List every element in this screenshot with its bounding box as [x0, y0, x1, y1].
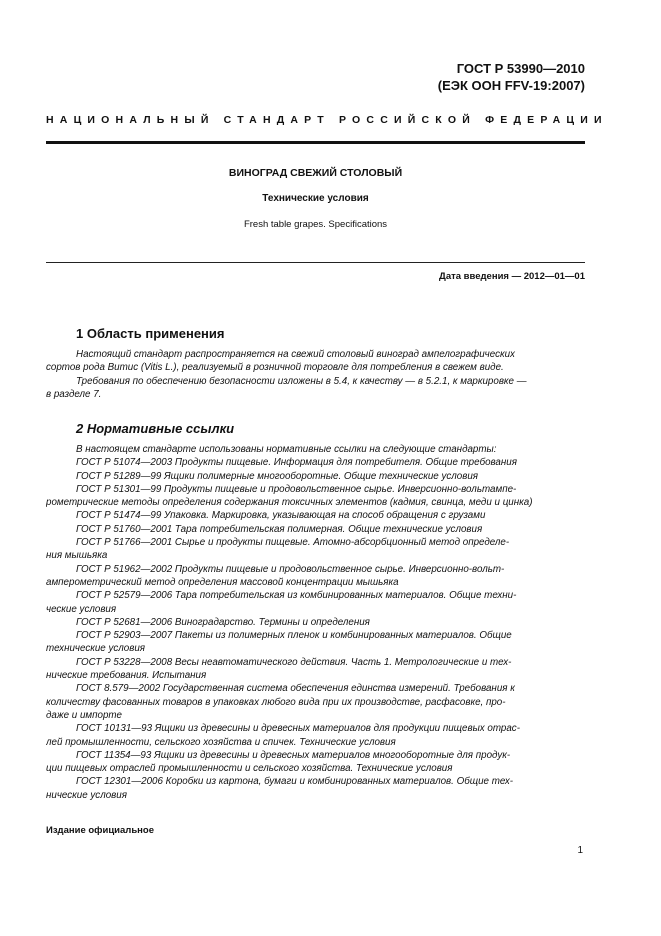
- reference-line: технические условия: [46, 643, 146, 655]
- reference-line: нические требования. Испытания: [46, 670, 207, 682]
- reference-line: ГОСТ 8.579—2002 Государственная система обеспечения единства измерений. Требования к: [76, 683, 515, 695]
- official-edition-label: Издание официальное: [46, 825, 154, 836]
- text-line: сортов рода Витис (Vitis L.), реализуемый в розничной торговле для потребления в свежем виде.: [46, 362, 504, 374]
- reference-line: ГОСТ Р 52681—2006 Виноградарство. Термины и определения: [76, 616, 370, 628]
- reference-line: рометрические методы определения содержания токсичных элементов (кадмия, свинца, меди и цинка): [46, 497, 533, 509]
- reference-line: ГОСТ 12301—2006 Коробки из картона, бумаги и комбинированных материалов. Общие тех-: [76, 776, 514, 788]
- reference-line: ГОСТ Р 51474—99 Упаковка. Маркировка, указывающая на способ обращения с грузами: [76, 510, 486, 522]
- header-divider: [46, 141, 585, 144]
- reference-line: лей промышленности, сельского хозяйства и спичек. Технические условия: [46, 736, 396, 748]
- reference-line: ции пищевых отраслей промышленности и сельского хозяйства. Технические условия: [46, 763, 453, 775]
- page-number: 1: [577, 845, 583, 856]
- document-subtitle: Технические условия: [262, 193, 369, 204]
- section-1-text: [46, 348, 585, 401]
- reference-line: ГОСТ Р 51301—99 Продукты пищевые и продовольственное сырье. Инверсионно-вольтампе-: [76, 483, 517, 495]
- document-title-english: Fresh table grapes. Specifications: [243, 219, 388, 230]
- reference-line: ГОСТ Р 51962—2002 Продукты пищевые и продовольственное сырье. Инверсионно-вольт-: [76, 563, 505, 575]
- text-line: Настоящий стандарт распространяется на свежий столовый виноград ампелографических: [76, 349, 515, 360]
- section-2-heading: 2 Нормативные ссылки: [76, 421, 235, 436]
- text-line: Требования по обеспечению безопасности изложены в 5.4, к качеству — в 5.2.1, к маркировке —: [76, 375, 527, 387]
- reference-line: ГОСТ Р 52903—2007 Пакеты из полимерных пленок и комбинированных материалов. Общие: [76, 630, 512, 642]
- title-divider: [46, 262, 585, 263]
- section-2-text: [46, 443, 585, 802]
- reference-line: ния мышьяка: [46, 550, 108, 562]
- reference-line: ГОСТ Р 51766—2001 Сырье и продукты пищевые. Атомно-абсорбционный метод определе-: [76, 537, 510, 549]
- reference-line: ГОСТ 10131—93 Ящики из древесины и древесных материалов для продукции пищевых отрас-: [76, 723, 520, 735]
- standard-code-equivalent: (ЕЭК ООН FFV-19:2007): [437, 78, 585, 93]
- text-line: в разделе 7.: [46, 388, 102, 400]
- national-standard-banner: НАЦИОНАЛЬНЫЙ СТАНДАРТ РОССИЙСКОЙ ФЕДЕРАЦИИ: [46, 114, 608, 126]
- reference-line: ГОСТ 11354—93 Ящики из древесины и древесных материалов многооборотные для продук-: [76, 749, 511, 761]
- reference-line: амперометрический метод определения массовой концентрации мышьяка: [46, 576, 399, 588]
- reference-line: ГОСТ Р 53228—2008 Весы неавтоматического действия. Часть 1. Метрологические и тех-: [76, 656, 512, 668]
- reference-line: ГОСТ Р 52579—2006 Тара потребительская из комбинированных материалов. Общие техни-: [76, 590, 517, 602]
- reference-line: количеству фасованных товаров в упаковках любого вида при их производстве, расфасовке, про-: [46, 696, 506, 708]
- document-title: ВИНОГРАД СВЕЖИЙ СТОЛОВЫЙ: [228, 167, 403, 179]
- reference-line: даже и импорте: [46, 709, 123, 721]
- reference-line: ГОСТ Р 51289—99 Ящики полимерные многооборотные. Общие технические условия: [76, 470, 479, 482]
- reference-line: нические условия: [46, 789, 127, 801]
- introduction-date: Дата введения — 2012—01—01: [439, 271, 585, 282]
- reference-line: ГОСТ Р 51074—2003 Продукты пищевые. Информация для потребителя. Общие требования: [76, 457, 517, 469]
- standard-code: ГОСТ Р 53990—2010: [456, 61, 585, 76]
- section-1-heading: 1 Область применения: [76, 326, 225, 341]
- reference-line: ческие условия: [46, 603, 117, 615]
- reference-line: ГОСТ Р 51760—2001 Тара потребительская полимерная. Общие технические условия: [76, 523, 483, 535]
- text-line: В настоящем стандарте использованы нормативные ссылки на следующие стандарты:: [76, 444, 497, 455]
